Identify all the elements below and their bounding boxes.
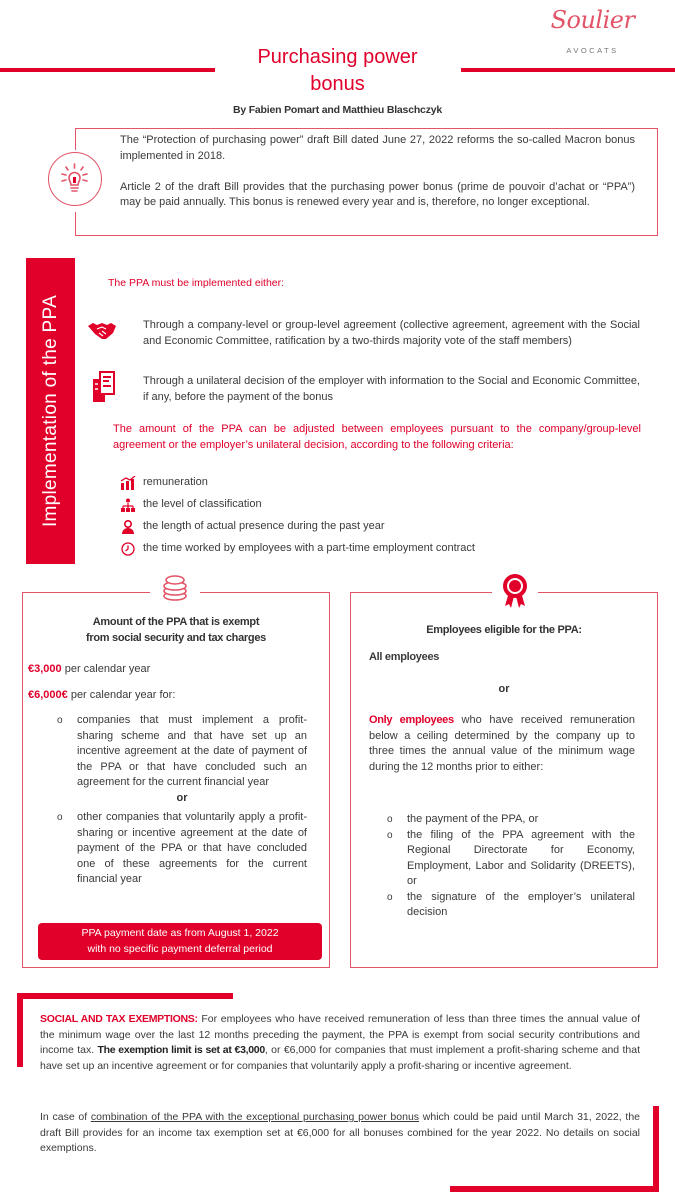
exemptions-paragraph-1 — [40, 1012, 640, 1074]
amount-3000-suffix: per calendar year — [61, 663, 151, 675]
exemptions-text-2: , or €6,000 for companies that must implement a profit-sharing scheme and that have set up an incentive agreement or for companies that voluntarily apply a profit-sharing or incentive agreement. — [40, 1044, 640, 1072]
clock-icon — [120, 542, 136, 556]
logo-subtitle: AVOCATS — [566, 46, 619, 55]
exemptions-p2-underlined: combination of the PPA with the exceptional purchasing power bonus — [90, 1111, 420, 1123]
exemptions-bracket-left — [17, 993, 23, 1067]
eligible-bullet-3: o the signature of the employer’s unilateral decision — [387, 890, 635, 921]
header-rule-right — [461, 68, 675, 72]
ribbon-award-icon — [502, 572, 528, 612]
amount-or: or — [176, 791, 188, 804]
eligible-bullet-2: o the filing of the PPA agreement with the Regional Directorate for Economy, Employment, Labor and Solidarity (DREETS), or — [387, 828, 635, 890]
title-line-1: Purchasing power — [257, 46, 418, 68]
criteria-intro: The amount of the PPA can be adjusted between employees pursuant to the company/group-level agreement or the employer’s unilateral decision, according to the following criteria: — [113, 423, 641, 451]
amount-heading — [22, 614, 330, 646]
method-unilateral: Through a unilateral decision of the employer with information to the Social and Economic Committee, if any, before the payment of the bonus — [143, 375, 640, 403]
lightbulb-icon — [48, 152, 102, 206]
payment-date-banner — [38, 923, 322, 960]
title-line-2: bonus — [310, 73, 365, 95]
banner-line-2: with no specific payment deferral period — [87, 942, 273, 955]
side-label-text: Implementation of the PPA — [39, 294, 61, 528]
exemptions-label: SOCIAL AND TAX EXEMPTIONS: — [40, 1013, 198, 1025]
banner-line-1: PPA payment date as from August 1, 2022 — [81, 927, 279, 939]
logo-wordmark: Soulier — [550, 6, 635, 34]
criterion-presence: the length of actual presence during the past year — [143, 520, 385, 532]
eligible-only — [369, 713, 635, 775]
eligible-all: All employees — [369, 651, 440, 663]
amount-6000-value: €6,000€ — [28, 689, 68, 701]
handshake-icon — [87, 320, 117, 342]
intro-box-left-edge — [75, 128, 76, 150]
eligible-or: or — [498, 683, 510, 695]
header-rule-left — [0, 68, 215, 72]
implementation-intro: The PPA must be implemented either: — [108, 277, 285, 289]
byline: By Fabien Pomart and Matthieu Blaschczyk — [232, 104, 443, 116]
intro-paragraph-2: Article 2 of the draft Bill provides that the purchasing power bonus (prime de pouvoir d’achat or “PPA”) may be paid annually. This bonus is renewed every year and is, therefore, no longer exceptional. — [120, 180, 635, 208]
exemptions-p2-suffix: which could be paid until March 31, 2022, the draft Bill provides for an income tax exemption set at €6,000 for all bonuses combined for the year 2022. No details on social exemptions. — [40, 1111, 640, 1154]
amount-3000-value: €3,000 — [28, 663, 62, 675]
criterion-remuneration: remuneration — [143, 476, 208, 488]
amount-6000-suffix: per calendar year for: — [67, 689, 176, 701]
exemptions-p2-prefix: In case of — [40, 1111, 91, 1123]
intro-paragraph-1: The “Protection of purchasing power” draft Bill dated June 27, 2022 reforms the so-called Macron bonus implemented in 2018. — [120, 134, 635, 162]
exemptions-paragraph-2 — [40, 1110, 640, 1157]
amount-3000 — [28, 662, 150, 678]
exemptions-text-1: For employees who have received remuneration of less than three times the annual value of the minimum wage over the last 12 months preceding the payment, the PPA is exempt from social security contributions and income tax. — [40, 1013, 640, 1056]
bar-chart-icon — [120, 476, 136, 490]
amount-6000 — [28, 688, 175, 704]
exemptions-bracket-bottom — [450, 1186, 659, 1192]
criterion-part-time: the time worked by employees with a part-time employment contract — [143, 542, 475, 554]
amount-heading-line-1: Amount of the PPA that is exempt — [92, 616, 260, 628]
exemptions-bracket-right — [653, 1106, 659, 1192]
hierarchy-icon — [120, 498, 136, 512]
intro-text — [120, 133, 635, 211]
amount-heading-line-2: from social security and tax charges — [86, 632, 266, 644]
coins-icon — [160, 572, 190, 604]
amount-bullet-1: o companies that must implement a profit-sharing scheme and that have set up an incentive agreement at the date of payment of the PPA or that have concluded such an agreement for the current financial year — [57, 713, 307, 791]
exemptions-limit: The exemption limit is set at €3,000 — [97, 1044, 265, 1056]
method-agreement: Through a company-level or group-level agreement (collective agreement, agreement with the Social and Economic Committee, ratification by a two-thirds majority vote of the staff members) — [143, 319, 640, 347]
implementation-side-label — [26, 258, 75, 564]
criterion-classification: the level of classification — [143, 498, 262, 510]
page-title — [215, 44, 460, 98]
exemptions-bracket-top — [17, 993, 233, 999]
amount-bullets — [57, 713, 307, 888]
eligible-only-prefix: Only employees — [369, 714, 454, 726]
person-icon — [120, 520, 136, 534]
eligible-bullet-1: o the payment of the PPA, or — [387, 812, 635, 828]
amount-bullet-2: o other companies that voluntarily apply a profit-sharing or incentive agreement at the date of payment of the PPA or that have concluded one of these agreements for the current financial year — [57, 810, 307, 888]
document-icon — [92, 370, 116, 404]
eligible-heading: Employees eligible for the PPA: — [426, 624, 582, 636]
eligible-only-text: who have received remuneration below a ceiling determined by the company up to three times the annual value of the minimum wage during the 12 months prior to either: — [369, 714, 635, 773]
eligible-bullets — [387, 812, 635, 921]
intro-box-left-edge — [75, 212, 76, 236]
